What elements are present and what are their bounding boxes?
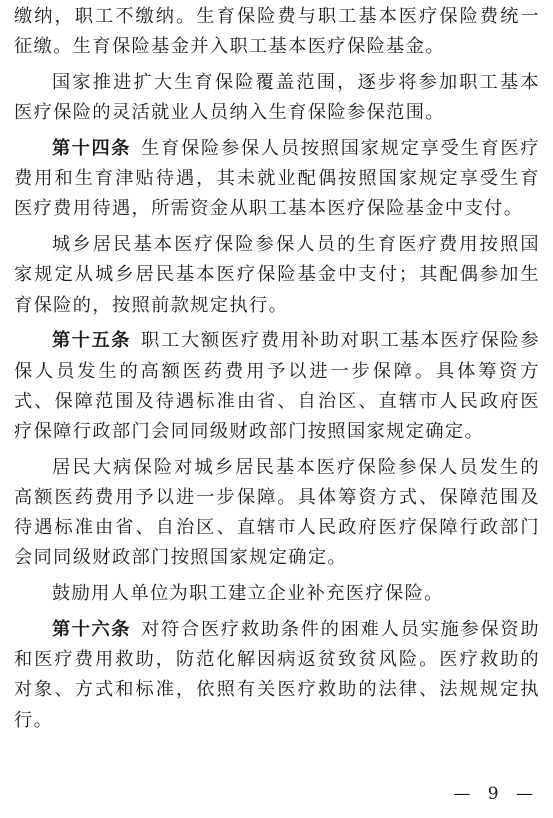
paragraph	[14, 230, 540, 321]
paragraph-continued	[14, 2, 540, 62]
page-number: — 9 —	[453, 784, 539, 804]
article-heading: 第十六条	[52, 619, 132, 641]
paragraph-text: 缴纳，职工不缴纳。生育保险费与职工基本医疗保险费统一征缴。生育保险基金并入职工基本医疗保险基金。	[14, 6, 540, 58]
paragraph-text: 城乡居民基本医疗保险参保人员的生育医疗费用按照国家规定从城乡居民基本医疗保险基金中支付；其配偶参加生育保险的，按照前款规定执行。	[14, 234, 540, 316]
paragraph	[14, 453, 540, 574]
article-16	[14, 615, 540, 736]
body-text	[14, 2, 540, 741]
paragraph	[14, 68, 540, 128]
article-heading: 第十五条	[52, 330, 132, 352]
paragraph-text: 居民大病保险对城乡居民基本医疗保险参保人员发生的高额医药费用予以进一步保障。具体筹资方式、保障范围及待遇标准由省、自治区、直辖市人民政府医疗保障行政部门会同同级财政部门按照国家规定确定。	[14, 456, 540, 569]
paragraph-text: 职工大额医疗费用补助对职工基本医疗保险参保人员发生的高额医药费用予以进一步保障。具体筹资方式、保障范围及待遇标准由省、自治区、直辖市人民政府医疗保障行政部门会同同级财政部门按照国家规定确定。	[14, 330, 540, 443]
paragraph-text: 鼓励用人单位为职工建立企业补充医疗保险。	[52, 583, 444, 605]
article-14	[14, 134, 540, 225]
paragraph-text: 国家推进扩大生育保险覆盖范围，逐步将参加职工基本医疗保险的灵活就业人员纳入生育保险参保范围。	[14, 72, 540, 124]
article-heading: 第十四条	[52, 138, 132, 159]
paragraph-text: 生育保险参保人员按照国家规定享受生育医疗费用和生育津贴待遇，其未就业配偶按照国家规定享受生育医疗费用待遇，所需资金从职工基本医疗保险基金中支付。	[14, 138, 540, 220]
paragraph	[14, 579, 540, 609]
article-15	[14, 326, 540, 447]
paragraph-text: 对符合医疗救助条件的困难人员实施参保资助和医疗费用救助，防范化解因病返贫致贫风险。医疗救助的对象、方式和标准，依照有关医疗救助的法律、法规规定执行。	[14, 619, 540, 731]
